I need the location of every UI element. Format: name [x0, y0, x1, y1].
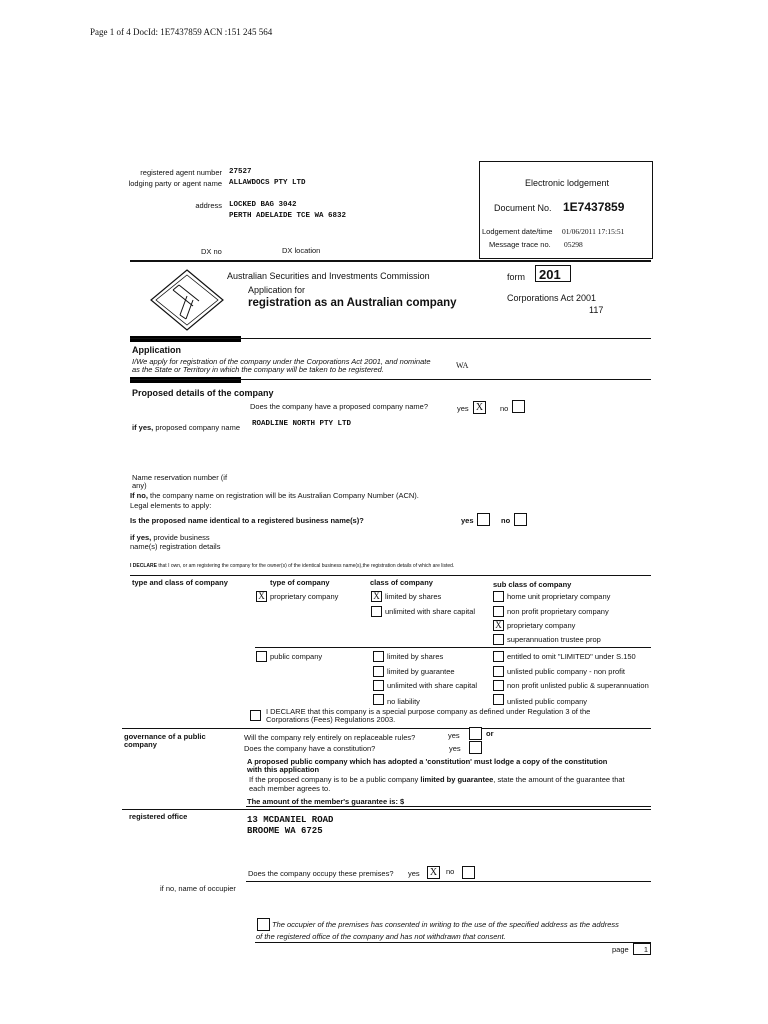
proposed-company-name: ROADLINE NORTH PTY LTD: [252, 420, 352, 428]
pub-unltd-label: unlimited with share capital: [387, 681, 478, 690]
proposed-name-label: proposed company name: [153, 423, 240, 432]
special-purpose-declare-2: Corporations (Fees) Regulations 2003.: [266, 715, 396, 724]
application-text-2: as the State or Territory in which the company will be taken to be registered.: [132, 365, 384, 374]
prop-unltd-checkbox[interactable]: [371, 606, 382, 617]
trace-no: 05298: [564, 240, 583, 249]
application-text-1: I/We apply for registration of the company under the Corporations Act 2001, and nominate: [132, 357, 431, 366]
governance-rule: [122, 728, 651, 729]
prop-unltd-label: unlimited with share capital: [385, 607, 476, 616]
sub-proprietary-checkbox[interactable]: X: [493, 620, 504, 631]
declare-bold: I DECLARE: [130, 563, 157, 569]
form-number: 201: [535, 265, 571, 282]
occupy-no-checkbox[interactable]: [462, 866, 475, 879]
public-label: public company: [270, 652, 323, 661]
registered-office-label: registered office: [129, 812, 188, 821]
pub-unltd-checkbox[interactable]: [373, 680, 384, 691]
form-label: form: [507, 272, 525, 282]
provide-business-label: provide business: [151, 533, 210, 542]
identical-no-checkbox[interactable]: [514, 513, 527, 526]
name-reservation-label-1: Name reservation number (if: [132, 473, 228, 482]
legal-elements-label: Legal elements to apply:: [130, 501, 212, 510]
pub-ltd-guarantee-checkbox[interactable]: [373, 666, 384, 677]
application-state: WA: [456, 361, 469, 370]
lodgement-datetime-label: Lodgement date/time: [482, 227, 553, 236]
asic-org-name: Australian Securities and Investments Commission: [227, 271, 430, 281]
occupier-rule: [246, 881, 651, 882]
office-line-2: BROOME WA 6725: [247, 826, 323, 836]
proposed-rule: [130, 379, 651, 380]
proposed-name-yes-label: yes: [457, 404, 469, 413]
sub-proprietary-label: proprietary company: [507, 621, 576, 630]
prop-ltd-shares-checkbox[interactable]: X: [371, 591, 382, 602]
identical-yes-label: yes: [461, 516, 474, 525]
lodging-party-label: lodging party or agent name: [128, 179, 222, 188]
proposed-name-no-checkbox[interactable]: [512, 400, 525, 413]
sub-unlisted-label: unlisted public company: [507, 697, 588, 706]
office-rule: [122, 809, 651, 810]
sub-super-checkbox[interactable]: [493, 634, 504, 645]
acn-note: the company name on registration will be its Australian Company Number (ACN).: [147, 491, 419, 500]
sub-non-profit-label: non profit proprietary company: [507, 607, 609, 616]
identical-name-question: Is the proposed name identical to a registered business name(s)?: [130, 516, 364, 525]
occupy-yes-checkbox[interactable]: X: [427, 866, 440, 879]
constitution-yes-checkbox[interactable]: [469, 741, 482, 754]
dx-no-label: DX no: [201, 247, 222, 256]
occupier-consent-checkbox[interactable]: [257, 918, 270, 931]
guarantee-amount-label: The amount of the member's guarantee is: $: [247, 797, 405, 806]
guarantee-text-2: each member agrees to.: [249, 784, 331, 793]
special-purpose-checkbox[interactable]: [250, 710, 261, 721]
banner-top-rule: [130, 260, 651, 262]
declare-text: that I own, or am registering the company for the owner(s) of the identical business name(s),the registration details of which are listed.: [156, 563, 455, 569]
proposed-heading-bar: [130, 377, 241, 383]
asic-logo-icon: [147, 268, 227, 332]
doc-no: 1E7437859: [563, 200, 625, 214]
public-checkbox[interactable]: [256, 651, 267, 662]
address-label: address: [195, 201, 222, 210]
application-heading: Application: [132, 345, 181, 355]
proposed-heading: Proposed details of the company: [132, 388, 274, 398]
sub-unlisted-np-label: unlisted public company - non profit: [507, 667, 625, 676]
sub-home-unit-checkbox[interactable]: [493, 591, 504, 602]
pub-no-liability-label: no liability: [387, 697, 420, 706]
sub-entitled-checkbox[interactable]: [493, 651, 504, 662]
proposed-name-yes-checkbox[interactable]: X: [473, 401, 486, 414]
page-label: page: [612, 945, 629, 954]
application-rule: [130, 338, 651, 339]
identical-yes-checkbox[interactable]: [477, 513, 490, 526]
if-no-label: If no,: [130, 491, 148, 500]
registration-details-label: name(s) registration details: [130, 542, 221, 551]
constitution-note-2: with this application: [247, 765, 320, 774]
constitution-note-1: A proposed public company which has adopted a 'constitution' must lodge a copy of the constitution: [247, 757, 608, 766]
or-label: or: [486, 729, 494, 738]
act-name: Corporations Act 2001: [507, 293, 597, 303]
public-rule: [255, 647, 651, 648]
trace-label: Message trace no.: [489, 240, 551, 249]
constitution-question: Does the company have a constitution?: [244, 744, 376, 753]
proposed-name-no-label: no: [500, 404, 509, 413]
pub-no-liability-checkbox[interactable]: [373, 694, 384, 705]
type-class-label: type and class of company: [132, 578, 228, 587]
sub-home-unit-label: home unit proprietary company: [507, 592, 611, 601]
application-title: registration as an Australian company: [248, 297, 457, 309]
occupier-label: if no, name of occupier: [160, 884, 236, 893]
occupy-question: Does the company occupy these premises?: [248, 869, 394, 878]
sub-unlisted-np-checkbox[interactable]: [493, 666, 504, 677]
type-class-rule: [130, 575, 651, 576]
lodgement-title: Electronic lodgement: [525, 178, 610, 188]
dx-location-label: DX location: [282, 246, 321, 255]
occupy-yes-label: yes: [408, 869, 420, 878]
proprietary-checkbox[interactable]: X: [256, 591, 267, 602]
doc-no-label: Document No.: [494, 203, 552, 213]
lodging-party: ALLAWDOCS PTY LTD: [229, 179, 306, 187]
prop-ltd-shares-label: limited by shares: [385, 592, 442, 601]
agent-number-label: registered agent number: [140, 168, 222, 177]
footer-rule: [255, 942, 651, 943]
page-number: 1: [633, 943, 651, 955]
address-line-2: PERTH ADELAIDE TCE WA 6832: [229, 212, 347, 220]
consent-text-2: of the registered office of the company and has not withdrawn that consent.: [256, 932, 506, 941]
pub-ltd-shares-checkbox[interactable]: [373, 651, 384, 662]
pub-ltd-guarantee-label: limited by guarantee: [387, 667, 455, 676]
guarantee-text-bold: limited by guarantee: [420, 775, 494, 784]
col-class-header: class of company: [370, 578, 433, 587]
replaceable-yes-label: yes: [448, 731, 460, 740]
sub-super-label: superannuation trustee prop: [507, 635, 601, 644]
if-yes-2-label: if yes,: [130, 533, 152, 542]
if-yes-label: if yes,: [132, 423, 154, 432]
address-line-1: LOCKED BAG 3042: [229, 201, 297, 209]
governance-label-1: governance of a public: [124, 732, 206, 741]
application-heading-bar: [130, 336, 241, 342]
office-line-1: 13 MCDANIEL ROAD: [247, 815, 334, 825]
application-for: Application for: [248, 285, 306, 295]
proprietary-label: proprietary company: [270, 592, 339, 601]
proposed-name-question: Does the company have a proposed company name?: [250, 402, 429, 411]
governance-label-2: company: [124, 740, 157, 749]
special-purpose-declare-1: I DECLARE that this company is a special purpose company as defined under Regulation 3 of the: [266, 707, 591, 716]
col-type-header: type of company: [270, 578, 330, 587]
pub-ltd-shares-label: limited by shares: [387, 652, 444, 661]
sub-unlisted-checkbox[interactable]: [493, 694, 504, 705]
identical-no-label: no: [501, 516, 511, 525]
sub-non-profit-checkbox[interactable]: [493, 606, 504, 617]
lodgement-datetime: 01/06/2011 17:15:51: [562, 227, 625, 236]
sub-np-unlisted-super-checkbox[interactable]: [493, 680, 504, 691]
guarantee-text-pre: If the proposed company is to be a public company: [249, 775, 421, 784]
act-section: 117: [589, 305, 604, 315]
occupy-no-label: no: [446, 867, 455, 876]
replaceable-yes-checkbox[interactable]: [469, 727, 482, 740]
page-header: Page 1 of 4 DocId: 1E7437859 ACN :151 245 564: [90, 27, 273, 37]
guarantee-amount-rule: [246, 806, 651, 807]
sub-entitled-label: entitled to omit "LIMITED" under S.150: [507, 652, 636, 661]
replaceable-rules-question: Will the company rely entirely on replaceable rules?: [244, 733, 416, 742]
constitution-yes-label: yes: [449, 744, 461, 753]
name-reservation-label-2: any): [132, 481, 147, 490]
guarantee-text-post: , state the amount of the guarantee that: [493, 775, 625, 784]
sub-np-unlisted-super-label: non profit unlisted public & superannuation: [507, 681, 649, 690]
agent-number: 27527: [229, 168, 252, 176]
col-subclass-header: sub class of company: [493, 580, 572, 589]
consent-text-1: The occupier of the premises has consented in writing to the use of the specified address as the address: [272, 920, 619, 929]
